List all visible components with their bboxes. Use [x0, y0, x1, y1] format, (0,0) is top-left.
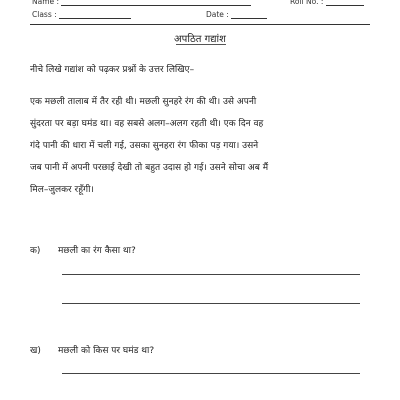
passage-line: सुंदरता पर बड़ा घमंड था। वह सबसे अलग–अलग रहती थी। एक दिन वह [30, 119, 264, 129]
date-field [206, 10, 267, 19]
question-text: मछली को किस पर घमंड था? [58, 346, 155, 356]
passage-line: गंदे पानी की धारा में चली गई, उसका सुनहरा रंग फीका पड़ गया। उसने [30, 141, 259, 151]
header-divider [30, 24, 370, 25]
date-label: Date : [206, 10, 229, 19]
class-label: Class : [32, 10, 57, 19]
question-1 [30, 243, 136, 256]
instruction-text: नीचे लिखे गद्यांश को पढ़कर प्रश्नों के उत्तर लिखिए– [30, 65, 195, 75]
answer-line[interactable] [62, 274, 360, 275]
name-label: Name : [32, 0, 60, 6]
passage-line: मिल–जुलकर रहूँगी। [30, 185, 94, 195]
question-2 [30, 343, 154, 356]
class-field [32, 10, 131, 19]
page-title: अपठित गद्यांश [174, 34, 226, 45]
answer-line[interactable] [62, 373, 360, 374]
roll-field [290, 0, 364, 6]
question-number: क) [30, 246, 41, 256]
roll-label: Roll No. : [290, 0, 324, 6]
passage-line: जब पानी में अपनी परछाई देखी तो बहुत उदास हो गई। उसने सोचा अब मैं [30, 163, 269, 173]
question-text: मछली का रंग कैसा था? [58, 246, 136, 256]
date-blank[interactable] [231, 10, 267, 19]
name-blank[interactable] [61, 0, 251, 6]
passage-line: एक मछली तालाब में तैर रही थी। मछली सुनहरे रंग की थी। उसे अपनी [30, 97, 257, 107]
passage [30, 94, 370, 204]
title-underline [176, 44, 226, 45]
question-number: ख) [30, 346, 41, 356]
answer-line[interactable] [62, 303, 360, 304]
class-blank[interactable] [59, 10, 131, 19]
roll-blank[interactable] [326, 0, 364, 6]
name-field [32, 0, 251, 6]
